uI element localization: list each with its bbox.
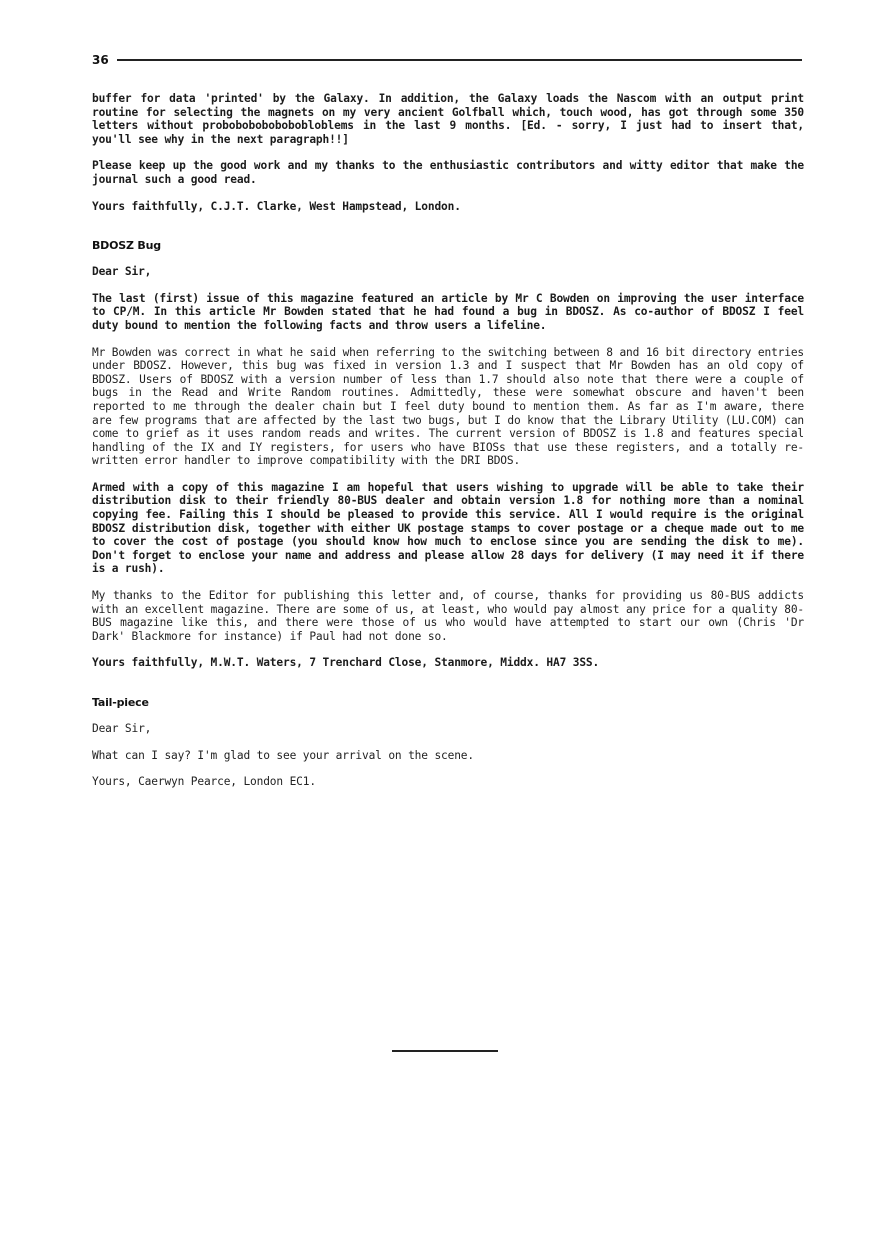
letter-paragraph: The last (first) issue of this magazine featured an article by Mr C Bowden on improving the user interface to CP/M. In this article Mr Bowden stated that he had found a bug in BDOSZ. As co-author of BDOSZ I feel duty bound to mention the following facts and throw users a lifeline. <box>92 291 804 332</box>
end-of-section-rule <box>392 1050 498 1052</box>
section-heading: BDOSZ Bug <box>92 239 161 253</box>
letter-paragraph: Mr Bowden was correct in what he said when referring to the switching between 8 and 16 bit directory entries under BDOSZ. However, this bug was fixed in version 1.3 and I suspect that Mr Bowden has an old copy of BDOSZ. Users of BDOSZ with a version number of less than 1.7 should also note that there were a couple of bugs in the Read and Write Random routines. Admittedly, these were somewhat obscure and haven't been reported to me through the dealer chain but I feel duty bound to mention them. As far as I'm aware, there are few programs that are affected by the last two bugs, but I do know that the Library Utility (LU.COM) can come to grief as it uses random reads and writes. The current version of BDOSZ is 1.8 and features special handling of the IX and IY registers, for users who have BIOSs that use these registers, and a totally re-written error handler to improve compatibility with the DRI BDOS. <box>92 345 804 468</box>
letter-signature: Yours, Caerwyn Pearce, London EC1. <box>92 775 316 789</box>
letter-signature: Yours faithfully, C.J.T. Clarke, West Hampstead, London. <box>92 199 461 213</box>
letter-paragraph: buffer for data 'printed' by the Galaxy. In addition, the Galaxy loads the Nascom with an output print routine for selecting the magnets on my very ancient Golfball which, touch wood, has got through some 350 letters without probobobobobobobloblems in the last 9 months. [Ed. - sorry, I just had to insert that, you'll see why in the next paragraph!!] <box>92 92 804 146</box>
letter-paragraph: Please keep up the good work and my thanks to the enthusiastic contributors and witty editor that make the journal such a good read. <box>92 159 804 186</box>
letter-paragraph: Armed with a copy of this magazine I am hopeful that users wishing to upgrade will be able to take their distribution disk to their friendly 80-BUS dealer and obtain version 1.8 for nothing more than a nominal copying fee. Failing this I should be pleased to provide this service. All I would require is the original BDOSZ distribution disk, together with either UK postage stamps to cover postage or a cheque made out to me to cover the cost of postage (you should know how much to enclose since you are sending the disk to me). Don't forget to enclose your name and address and please allow 28 days for delivery (I may need it if there is a rush). <box>92 480 804 576</box>
letter-signature: Yours faithfully, M.W.T. Waters, 7 Trenchard Close, Stanmore, Middx. HA7 3SS. <box>92 656 600 670</box>
header-rule <box>117 59 802 61</box>
letter-paragraph: What can I say? I'm glad to see your arrival on the scene. <box>92 748 474 762</box>
letter-clarke <box>92 92 804 213</box>
letter-bdosz-bug <box>92 239 804 670</box>
page-header <box>92 52 802 68</box>
page-number: 36 <box>92 53 109 67</box>
letter-paragraph: My thanks to the Editor for publishing this letter and, of course, thanks for providing us 80-BUS addicts with an excellent magazine. There are some of us, at least, who would pay almost any price for a quality 80-BUS magazine like this, and there were those of us who would have attempted to start our own (Chris 'Dr Dark' Blackmore for instance) if Paul had not done so. <box>92 589 804 643</box>
letter-salutation: Dear Sir, <box>92 265 152 279</box>
page-content <box>92 92 804 802</box>
letter-tail-piece <box>92 696 804 789</box>
letter-salutation: Dear Sir, <box>92 722 152 735</box>
section-heading: Tail-piece <box>92 696 149 709</box>
